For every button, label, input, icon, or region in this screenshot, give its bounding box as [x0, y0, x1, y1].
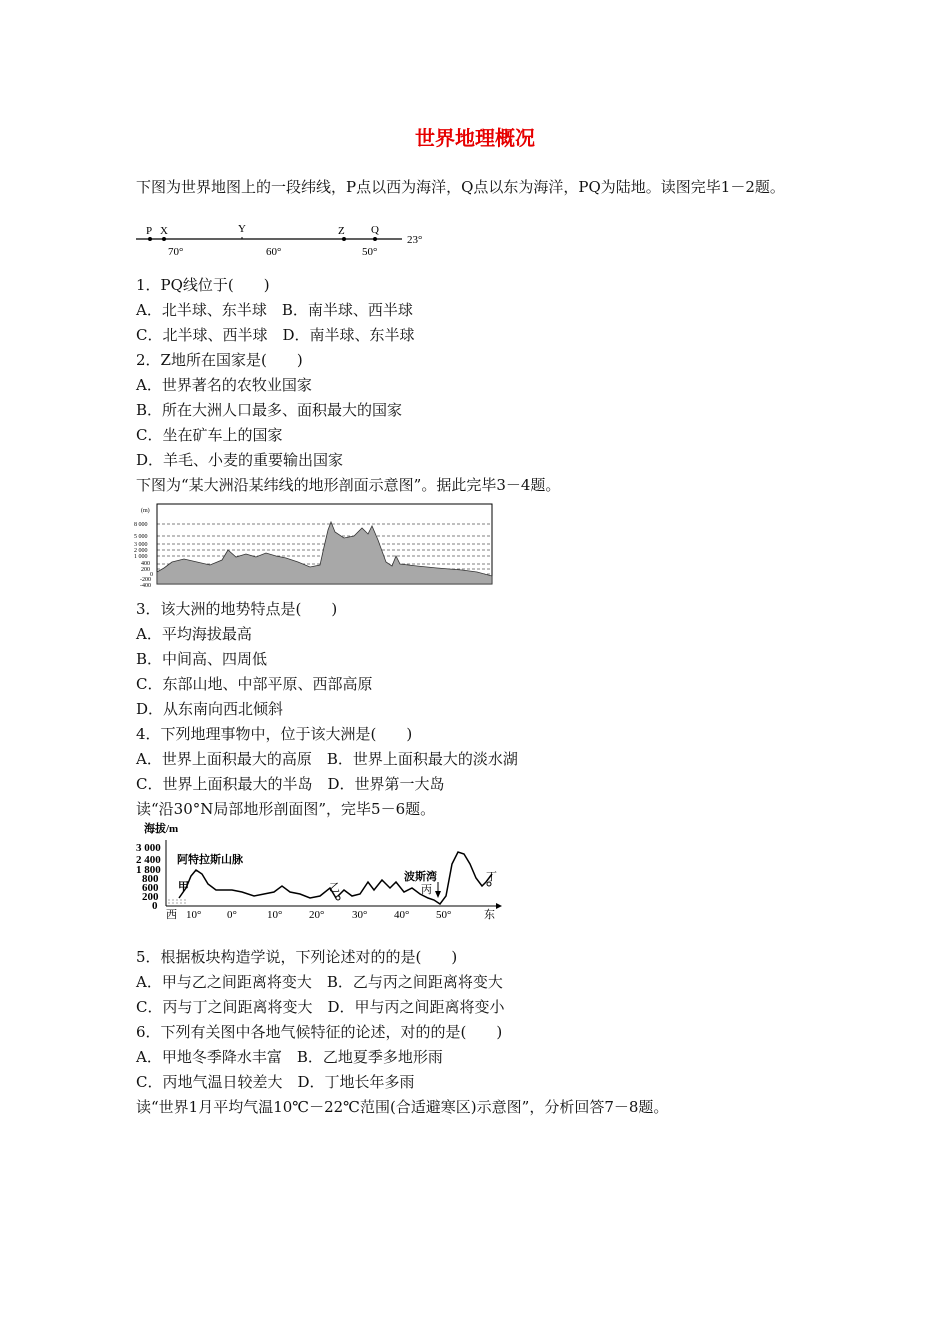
label-west: 西	[166, 909, 177, 921]
label-p: P	[146, 225, 153, 237]
label-east: 东	[484, 909, 495, 921]
svg-text:40°: 40°	[394, 909, 410, 921]
q2-option-b: B．所在大洲人口最多、面积最大的国家	[136, 401, 403, 419]
tick-1000: 1 000	[134, 554, 148, 560]
q2-option-c: C．坐在矿车上的国家	[136, 426, 283, 444]
latitude-line-figure	[134, 222, 434, 260]
svg-text:1 800: 1 800	[136, 864, 161, 876]
intro-q3-4: 下图为“某大洲沿某纬线的地形剖面示意图”。据此完毕3－4题。	[136, 476, 561, 494]
tick-neg200: -200	[140, 577, 151, 583]
point-p	[148, 237, 152, 241]
tick-neg400: -400	[140, 583, 151, 588]
x-axis-arrow	[496, 903, 502, 909]
svg-text:3 000: 3 000	[136, 842, 161, 854]
label-q: Q	[371, 224, 379, 236]
y-axis-label: 海拔/m	[144, 823, 179, 835]
tick-3000: 3 000	[134, 542, 148, 548]
q4-stem: 4．下列地理事物中，位于该大洲是( )	[136, 725, 413, 743]
y-ticks	[136, 842, 161, 912]
q5-options-cd: C．丙与丁之间距离将变大 D．甲与丙之间距离将变小	[136, 998, 505, 1016]
label-jia: 甲	[178, 881, 189, 893]
tick-5000: 5 000	[134, 534, 148, 540]
axis-unit: (m)	[141, 508, 150, 514]
q2-stem: 2．Z地所在国家是( )	[136, 351, 303, 369]
q5-stem: 5．根据板块构造学说，下列论述对的的是( )	[136, 948, 458, 966]
q5-options-ab: A．甲与乙之间距离将变大 B．乙与丙之间距离将变大	[136, 973, 503, 991]
svg-text:30°: 30°	[352, 909, 368, 921]
q6-options-ab: A．甲地冬季降水丰富 B．乙地夏季多地形雨	[136, 1048, 443, 1066]
q2-option-a: A．世界著名的农牧业国家	[136, 376, 312, 394]
q3-option-d: D．从东南向西北倾斜	[136, 700, 284, 718]
label-x: X	[160, 225, 168, 237]
tick-200: 200	[141, 567, 150, 573]
svg-text:800: 800	[142, 873, 159, 885]
svg-text:0°: 0°	[227, 909, 237, 921]
tick-8000: 8 000	[134, 522, 148, 528]
svg-text:10°: 10°	[267, 909, 283, 921]
svg-text:20°: 20°	[309, 909, 325, 921]
sea-hatch	[168, 900, 188, 903]
label-ding: 丁	[486, 871, 497, 883]
point-yi	[336, 896, 340, 900]
label-atlas: 阿特拉斯山脉	[177, 854, 243, 866]
profile-30n-figure	[134, 818, 504, 926]
x-ticks	[166, 908, 495, 921]
q4-options-cd: C．世界上面积最大的半岛 D．世界第一大岛	[136, 775, 445, 793]
point-x	[162, 237, 166, 241]
q1-options-cd: C．北半球、西半球 D．南半球、东半球	[136, 326, 415, 344]
point-z	[342, 237, 346, 241]
q3-option-b: B．中间高、四周低	[136, 650, 268, 668]
q1-stem: 1．PQ线位于( )	[136, 276, 270, 294]
label-yi: 乙	[329, 882, 340, 894]
intro-q5-6: 读“沿30°N局部地形剖面图”，完毕5－6题。	[136, 800, 436, 818]
label-60: 60°	[266, 246, 282, 258]
svg-text:200: 200	[142, 891, 159, 903]
q6-stem: 6．下列有关图中各地气候特征的论述，对的的是( )	[136, 1023, 503, 1041]
label-y: Y	[238, 223, 246, 235]
intro-q1-2: 下图为世界地图上的一段纬线，P点以西为海洋，Q点以东为海洋，PQ为陆地。读图完毕1－2题。	[136, 178, 785, 196]
q2-option-d: D．羊毛、小麦的重要输出国家	[136, 451, 344, 469]
tick-2000: 2 000	[134, 548, 148, 554]
label-persian-gulf: 波斯湾	[404, 871, 437, 883]
gulf-arrow-head	[435, 891, 441, 898]
label-z: Z	[338, 225, 345, 237]
svg-text:600: 600	[142, 882, 159, 894]
continent-profile-figure	[132, 502, 496, 588]
point-q	[373, 237, 377, 241]
label-50: 50°	[362, 246, 378, 258]
tick-0: 0	[150, 572, 153, 578]
q1-options-ab: A．北半球、东半球 B．南半球、西半球	[136, 301, 413, 319]
q4-options-ab: A．世界上面积最大的高原 B．世界上面积最大的淡水湖	[136, 750, 518, 768]
svg-text:50°: 50°	[436, 909, 452, 921]
q3-option-c: C．东部山地、中部平原、西部高原	[136, 675, 373, 693]
svg-text:0: 0	[152, 900, 158, 912]
tick-400: 400	[141, 561, 150, 567]
label-lat: 23°	[407, 234, 423, 246]
q3-option-a: A．平均海拔最高	[136, 625, 252, 643]
q6-options-cd: C．丙地气温日较差大 D．丁地长年多雨	[136, 1073, 415, 1091]
svg-text:2 400: 2 400	[136, 854, 161, 866]
label-bing: 丙	[421, 884, 432, 896]
label-70: 70°	[168, 246, 184, 258]
page-title: 世界地理概况	[415, 126, 535, 150]
q3-stem: 3．该大洲的地势特点是( )	[136, 600, 338, 618]
svg-text:10°: 10°	[186, 909, 202, 921]
terrain-profile	[157, 522, 492, 584]
intro-q7-8: 读“世界1月平均气温10℃－22℃范围(合适避寒区)示意图”，分析回答7－8题。	[136, 1098, 669, 1116]
